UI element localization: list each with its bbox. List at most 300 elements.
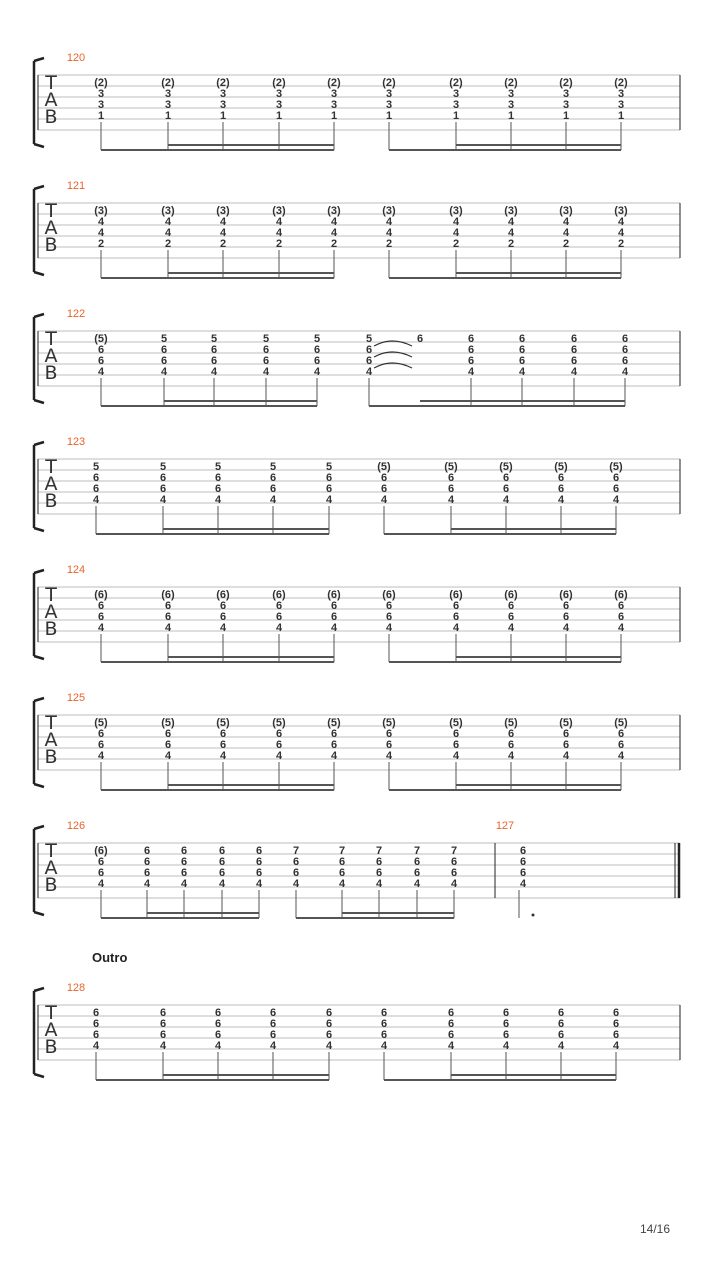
tab-clef-letter: B (44, 1036, 58, 1058)
fret-number: 4 (214, 1040, 222, 1052)
tab-clef-letter: A (44, 345, 58, 367)
fret-number: 4 (164, 216, 172, 228)
fret-number: 6 (219, 728, 227, 740)
fret-number: 1 (330, 110, 338, 122)
tab-clef-letter: T (45, 200, 57, 222)
fret-number: 6 (502, 1029, 510, 1041)
fret-number: 4 (92, 1040, 100, 1052)
fret-number: 6 (380, 1018, 388, 1030)
fret-number: 6 (313, 344, 321, 356)
fret-number: 3 (97, 99, 105, 111)
fret-number: 6 (255, 845, 263, 857)
fret-number: 1 (507, 110, 515, 122)
fret-number: 6 (92, 472, 100, 484)
fret-number: 5 (160, 333, 168, 345)
fret-number: 4 (562, 622, 570, 634)
fret-number: 1 (219, 110, 227, 122)
fret-number: (5) (94, 717, 108, 729)
fret-number: (2) (382, 77, 396, 89)
fret-number: 6 (621, 333, 629, 345)
fret-number: 6 (447, 1007, 455, 1019)
fret-number: 6 (385, 611, 393, 623)
fret-number: 2 (275, 238, 283, 250)
system-bracket (34, 698, 44, 787)
fret-number: 3 (617, 99, 625, 111)
fret-number: (6) (504, 589, 518, 601)
fret-number: 6 (380, 483, 388, 495)
fret-number: 6 (292, 856, 300, 868)
tab-clef-letter: A (44, 217, 58, 239)
tab-clef-letter: B (44, 746, 58, 768)
fret-number: 4 (292, 878, 300, 890)
measure-number: 128 (66, 982, 86, 994)
section-label: Outro (92, 950, 128, 965)
fret-number: 6 (180, 845, 188, 857)
fret-number: 6 (450, 856, 458, 868)
fret-number: (3) (382, 205, 396, 217)
fret-number: (5) (377, 461, 391, 473)
fret-number: 6 (375, 867, 383, 879)
fret-number: 4 (385, 216, 393, 228)
fret-number: 4 (452, 216, 460, 228)
fret-number: 4 (275, 750, 283, 762)
fret-number: 4 (330, 227, 338, 239)
fret-number: 4 (330, 622, 338, 634)
measure-number: 123 (66, 436, 86, 448)
fret-number: 2 (164, 238, 172, 250)
tab-clef-letter: B (44, 362, 58, 384)
fret-number: 4 (621, 366, 629, 378)
fret-number: 6 (92, 483, 100, 495)
fret-number: 6 (452, 728, 460, 740)
fret-number: 4 (452, 622, 460, 634)
tab-clef-letter: A (44, 89, 58, 111)
fret-number: 4 (164, 227, 172, 239)
fret-number: 6 (325, 1029, 333, 1041)
fret-number: 6 (97, 856, 105, 868)
fret-number: 6 (375, 856, 383, 868)
fret-number: (5) (216, 717, 230, 729)
tab-clef-letter: T (45, 712, 57, 734)
fret-number: 6 (269, 1029, 277, 1041)
fret-number: 6 (385, 739, 393, 751)
fret-number: 6 (164, 611, 172, 623)
fret-number: (2) (614, 77, 628, 89)
fret-number: (3) (94, 205, 108, 217)
tab-clef-letter: T (45, 328, 57, 350)
fret-number: (6) (382, 589, 396, 601)
fret-number: 4 (159, 1040, 167, 1052)
fret-number: 6 (292, 867, 300, 879)
fret-number: 4 (97, 366, 105, 378)
fret-number: 4 (330, 216, 338, 228)
fret-number: 4 (562, 216, 570, 228)
fret-number: 6 (612, 1029, 620, 1041)
tab-clef-letter: B (44, 490, 58, 512)
fret-number: 6 (210, 344, 218, 356)
fret-number: 6 (621, 344, 629, 356)
tab-clef-letter: T (45, 1002, 57, 1024)
fret-number: 6 (452, 739, 460, 751)
fret-number: (5) (559, 717, 573, 729)
fret-number: 6 (97, 344, 105, 356)
fret-number: 4 (97, 227, 105, 239)
fret-number: 3 (452, 88, 460, 100)
fret-number: 4 (450, 878, 458, 890)
page-number: 14/16 (640, 1222, 671, 1236)
fret-number: 4 (447, 1040, 455, 1052)
fret-number: 3 (219, 88, 227, 100)
fret-number: 4 (143, 878, 151, 890)
fret-number: (3) (161, 205, 175, 217)
tab-clef-letter: B (44, 874, 58, 896)
fret-number: 6 (612, 1018, 620, 1030)
tab-clef-letter: B (44, 106, 58, 128)
fret-number: 4 (413, 878, 421, 890)
fret-number: 6 (255, 867, 263, 879)
fret-number: 2 (617, 238, 625, 250)
fret-number: 5 (325, 461, 333, 473)
fret-number: 4 (325, 494, 333, 506)
tab-clef-letter: A (44, 729, 58, 751)
fret-number: 6 (325, 472, 333, 484)
fret-number: 4 (380, 1040, 388, 1052)
fret-number: 6 (612, 483, 620, 495)
fret-number: 3 (385, 88, 393, 100)
fret-number: (3) (216, 205, 230, 217)
fret-number: 1 (452, 110, 460, 122)
fret-number: (6) (272, 589, 286, 601)
fret-number: 3 (385, 99, 393, 111)
tab-clef-letter: T (45, 456, 57, 478)
fret-number: 6 (380, 1007, 388, 1019)
fret-number: 4 (507, 227, 515, 239)
fret-number: (6) (94, 845, 108, 857)
tab-clef-letter: T (45, 840, 57, 862)
fret-number: 6 (518, 333, 526, 345)
fret-number: 4 (452, 750, 460, 762)
fret-number: 6 (92, 1018, 100, 1030)
fret-number: 4 (562, 750, 570, 762)
fret-number: 6 (330, 728, 338, 740)
fret-number: 6 (507, 728, 515, 740)
fret-number: 6 (502, 483, 510, 495)
tab-clef-letter: B (44, 234, 58, 256)
fret-number: 3 (617, 88, 625, 100)
fret-number: 6 (164, 600, 172, 612)
fret-number: 6 (97, 739, 105, 751)
fret-number: (2) (327, 77, 341, 89)
fret-number: (6) (614, 589, 628, 601)
fret-number: 3 (330, 99, 338, 111)
fret-number: (3) (449, 205, 463, 217)
fret-number: 6 (218, 856, 226, 868)
system-bracket (34, 988, 44, 1077)
fret-number: 4 (219, 750, 227, 762)
fret-number: 6 (365, 355, 373, 367)
fret-number: 6 (612, 1007, 620, 1019)
fret-number: (5) (382, 717, 396, 729)
fret-number: (2) (94, 77, 108, 89)
fret-number: 6 (219, 611, 227, 623)
fret-number: (6) (94, 589, 108, 601)
fret-number: 6 (385, 600, 393, 612)
fret-number: 6 (214, 1029, 222, 1041)
fret-number: (3) (504, 205, 518, 217)
fret-number: 4 (97, 878, 105, 890)
fret-number: (5) (272, 717, 286, 729)
fret-number: 3 (562, 99, 570, 111)
fret-number: 6 (214, 483, 222, 495)
fret-number: 4 (452, 227, 460, 239)
fret-number: 4 (219, 227, 227, 239)
fret-number: 4 (214, 494, 222, 506)
fret-number: 3 (452, 99, 460, 111)
fret-number: (3) (272, 205, 286, 217)
fret-number: 6 (617, 728, 625, 740)
fret-number: 4 (507, 216, 515, 228)
fret-number: 4 (164, 622, 172, 634)
tab-clef-letter: A (44, 1019, 58, 1041)
fret-number: 6 (452, 600, 460, 612)
fret-number: 6 (570, 344, 578, 356)
fret-number: 4 (92, 494, 100, 506)
fret-number: 6 (557, 1007, 565, 1019)
tab-clef-letter: T (45, 584, 57, 606)
fret-number: 2 (385, 238, 393, 250)
fret-number: 6 (180, 867, 188, 879)
fret-number: 4 (269, 1040, 277, 1052)
fret-number: 4 (219, 216, 227, 228)
fret-number: (6) (559, 589, 573, 601)
fret-number: 2 (330, 238, 338, 250)
fret-number: 4 (617, 216, 625, 228)
fret-number: 6 (562, 739, 570, 751)
fret-number: 2 (219, 238, 227, 250)
measure-number: 122 (66, 308, 86, 320)
fret-number: 3 (164, 88, 172, 100)
fret-number: 3 (507, 88, 515, 100)
fret-number: 6 (380, 1029, 388, 1041)
fret-number: 6 (519, 845, 527, 857)
fret-number: 6 (214, 1018, 222, 1030)
fret-number: (3) (327, 205, 341, 217)
fret-number: 6 (275, 611, 283, 623)
system-bracket (34, 58, 44, 147)
fret-number: (2) (504, 77, 518, 89)
measure-number: 124 (66, 564, 86, 576)
fret-number: 6 (447, 472, 455, 484)
fret-number: 4 (325, 1040, 333, 1052)
fret-number: 4 (518, 366, 526, 378)
fret-number: (5) (499, 461, 513, 473)
fret-number: 4 (180, 878, 188, 890)
fret-number: 6 (507, 600, 515, 612)
fret-number: 3 (97, 88, 105, 100)
fret-number: 4 (467, 366, 475, 378)
fret-number: 3 (219, 99, 227, 111)
fret-number: 6 (97, 867, 105, 879)
fret-number: 1 (164, 110, 172, 122)
fret-number: 6 (325, 1018, 333, 1030)
measure-number: 126 (66, 820, 86, 832)
fret-number: 4 (519, 878, 527, 890)
fret-number: 1 (97, 110, 105, 122)
fret-number: 4 (330, 750, 338, 762)
system-bracket (34, 314, 44, 403)
fret-number: (5) (161, 717, 175, 729)
fret-number: 4 (562, 227, 570, 239)
fret-number: 1 (562, 110, 570, 122)
fret-number: 4 (160, 366, 168, 378)
fret-number: 4 (502, 494, 510, 506)
fret-number: 6 (502, 1007, 510, 1019)
measure-number: 127 (495, 820, 515, 832)
fret-number: 6 (97, 355, 105, 367)
fret-number: 6 (621, 355, 629, 367)
fret-number: 6 (325, 483, 333, 495)
fret-number: 6 (413, 867, 421, 879)
dot (532, 914, 535, 917)
fret-number: 6 (269, 472, 277, 484)
fret-number: 6 (447, 483, 455, 495)
fret-number: 7 (413, 845, 421, 857)
fret-number: (5) (504, 717, 518, 729)
fret-number: 4 (97, 622, 105, 634)
fret-number: 6 (502, 472, 510, 484)
tab-clef-letter: B (44, 618, 58, 640)
fret-number: 6 (365, 344, 373, 356)
fret-number: 1 (275, 110, 283, 122)
fret-number: 6 (519, 867, 527, 879)
fret-number: 6 (255, 856, 263, 868)
fret-number: 6 (338, 867, 346, 879)
fret-number: 6 (557, 1029, 565, 1041)
fret-number: 3 (275, 88, 283, 100)
fret-number: 6 (218, 845, 226, 857)
system-bracket (34, 186, 44, 275)
fret-number: 5 (313, 333, 321, 345)
fret-number: 6 (617, 739, 625, 751)
fret-number: 6 (269, 483, 277, 495)
fret-number: 4 (385, 622, 393, 634)
fret-number: 6 (450, 867, 458, 879)
fret-number: 6 (262, 355, 270, 367)
fret-number: 6 (210, 355, 218, 367)
fret-number: 6 (562, 600, 570, 612)
fret-number: 4 (617, 750, 625, 762)
tab-clef-letter: A (44, 473, 58, 495)
fret-number: 6 (214, 472, 222, 484)
fret-number: 4 (507, 750, 515, 762)
fret-number: 6 (275, 728, 283, 740)
fret-number: 7 (375, 845, 383, 857)
tab-clef-letter: T (45, 72, 57, 94)
fret-number: 2 (452, 238, 460, 250)
measure-number: 121 (66, 180, 86, 192)
fret-number: 4 (365, 366, 373, 378)
system-bracket (34, 826, 44, 915)
fret-number: 6 (617, 611, 625, 623)
fret-number: 6 (507, 739, 515, 751)
fret-number: 7 (292, 845, 300, 857)
fret-number: 6 (570, 333, 578, 345)
fret-number: 2 (97, 238, 105, 250)
fret-number: 6 (467, 344, 475, 356)
fret-number: 4 (385, 227, 393, 239)
fret-number: 6 (518, 355, 526, 367)
fret-number: 4 (617, 622, 625, 634)
fret-number: 6 (330, 611, 338, 623)
fret-number: 4 (447, 494, 455, 506)
fret-number: 6 (385, 728, 393, 740)
fret-number: 4 (338, 878, 346, 890)
fret-number: 6 (338, 856, 346, 868)
fret-number: 4 (255, 878, 263, 890)
fret-number: 4 (385, 750, 393, 762)
fret-number: 6 (262, 344, 270, 356)
fret-number: (2) (216, 77, 230, 89)
fret-number: 1 (385, 110, 393, 122)
fret-number: 1 (617, 110, 625, 122)
fret-number: 6 (92, 1029, 100, 1041)
fret-number: 6 (507, 611, 515, 623)
fret-number: 6 (269, 1007, 277, 1019)
fret-number: (2) (449, 77, 463, 89)
fret-number: 4 (275, 622, 283, 634)
fret-number: 6 (269, 1018, 277, 1030)
fret-number: 2 (507, 238, 515, 250)
fret-number: 4 (617, 227, 625, 239)
fret-number: 6 (519, 856, 527, 868)
fret-number: 4 (502, 1040, 510, 1052)
fret-number: 4 (380, 494, 388, 506)
fret-number: 6 (612, 472, 620, 484)
fret-number: 5 (92, 461, 100, 473)
fret-number: 7 (450, 845, 458, 857)
fret-number: 5 (159, 461, 167, 473)
fret-number: (5) (554, 461, 568, 473)
fret-number: 3 (275, 99, 283, 111)
fret-number: 6 (467, 333, 475, 345)
fret-number: (5) (327, 717, 341, 729)
fret-number: 4 (612, 494, 620, 506)
fret-number: 6 (159, 1007, 167, 1019)
fret-number: 6 (557, 1018, 565, 1030)
fret-number: 6 (159, 472, 167, 484)
fret-number: 4 (262, 366, 270, 378)
fret-number: 6 (164, 739, 172, 751)
fret-number: (5) (614, 717, 628, 729)
fret-number: 6 (97, 611, 105, 623)
fret-number: 6 (330, 600, 338, 612)
fret-number: 6 (467, 355, 475, 367)
fret-number: 4 (210, 366, 218, 378)
fret-number: 6 (160, 344, 168, 356)
fret-number: 6 (143, 845, 151, 857)
measure-number: 125 (66, 692, 86, 704)
fret-number: 4 (612, 1040, 620, 1052)
fret-number: 6 (275, 739, 283, 751)
fret-number: (3) (559, 205, 573, 217)
fret-number: 3 (330, 88, 338, 100)
fret-number: 6 (159, 1018, 167, 1030)
fret-number: 6 (380, 472, 388, 484)
fret-number: 4 (97, 216, 105, 228)
fret-number: 6 (330, 739, 338, 751)
fret-number: 4 (557, 494, 565, 506)
fret-number: 6 (219, 600, 227, 612)
